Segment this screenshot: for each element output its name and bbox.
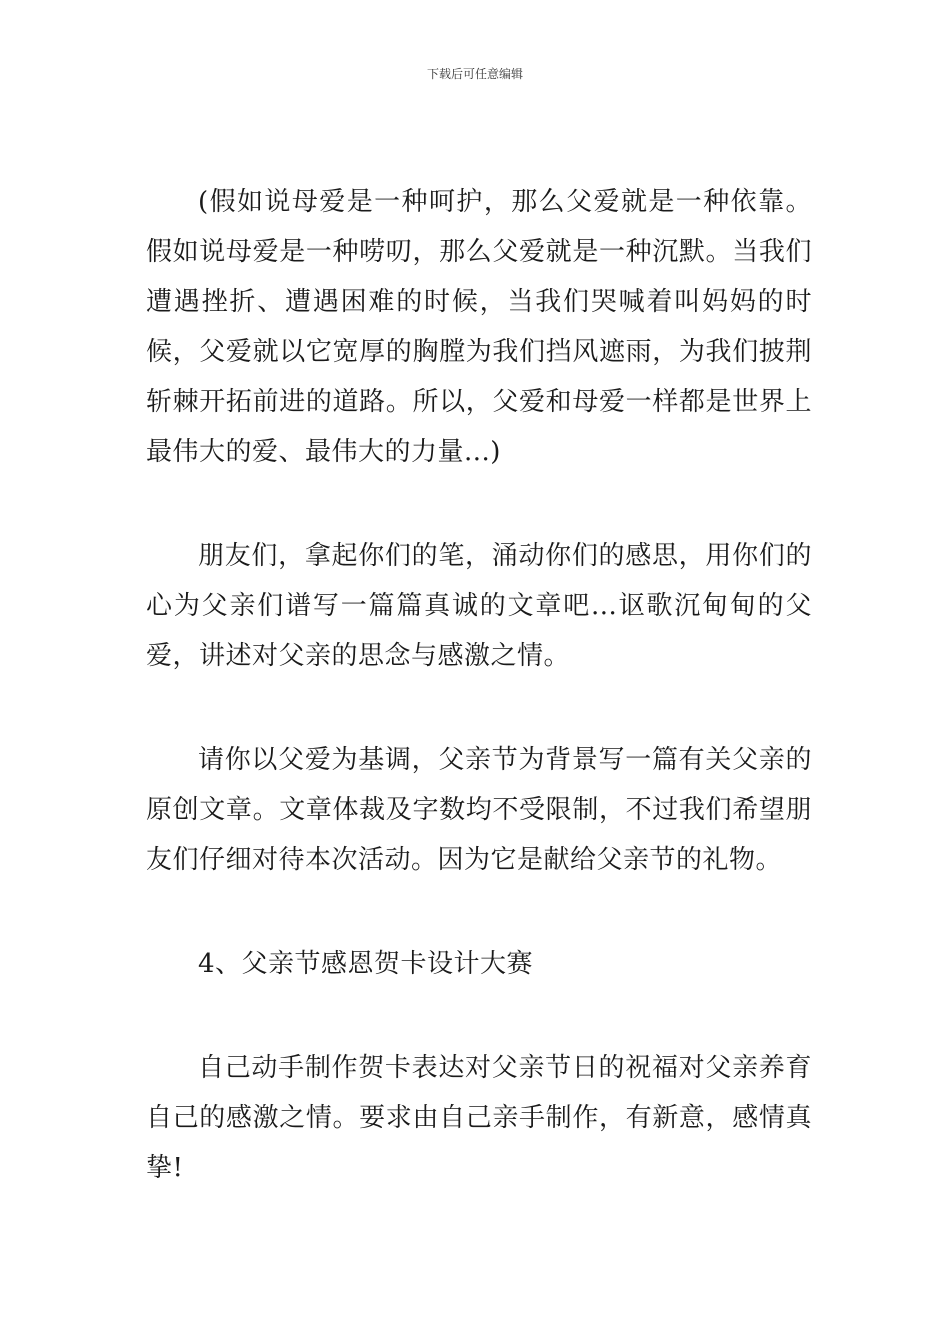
paragraph-friends: 朋友们，拿起你们的笔，涌动你们的感思，用你们的心为父亲们谱写一篇篇真诚的文章吧...讴歌沉甸甸的父爱，讲述对父亲的思念与感激之情。 xyxy=(146,541,812,671)
paragraph-gap xyxy=(146,885,812,939)
document-body xyxy=(146,177,812,1193)
page-header: 下载后可任意编辑 xyxy=(426,67,523,81)
paragraph-gap xyxy=(146,681,812,735)
paragraph-gap xyxy=(146,989,812,1043)
paragraph-card: 自己动手制作贺卡表达对父亲节日的祝福对父亲养育自己的感激之情。要求由自己亲手制作，有新意，感情真挚! xyxy=(146,1053,812,1183)
paragraph-request: 请你以父爱为基调，父亲节为背景写一篇有关父亲的原创文章。文章体裁及字数均不受限制，不过我们希望朋友们仔细对待本次活动。因为它是献给父亲节的礼物。 xyxy=(146,745,812,875)
section-heading: 4、父亲节感恩贺卡设计大赛 xyxy=(198,949,534,979)
paragraph-gap xyxy=(146,477,812,531)
paragraph-father-love: (假如说母爱是一种呵护，那么父爱就是一种依靠。假如说母爱是一种唠叨，那么父爱就是一种沉默。当我们遭遇挫折、遭遇困难的时候，当我们哭喊着叫妈妈的时候，父爱就以它宽厚的胸膛为我们挡风遮雨，为我们披荆斩棘开拓前进的道路。所以，父爱和母爱一样都是世界上最伟大的爱、最伟大的力量...) xyxy=(146,187,812,467)
